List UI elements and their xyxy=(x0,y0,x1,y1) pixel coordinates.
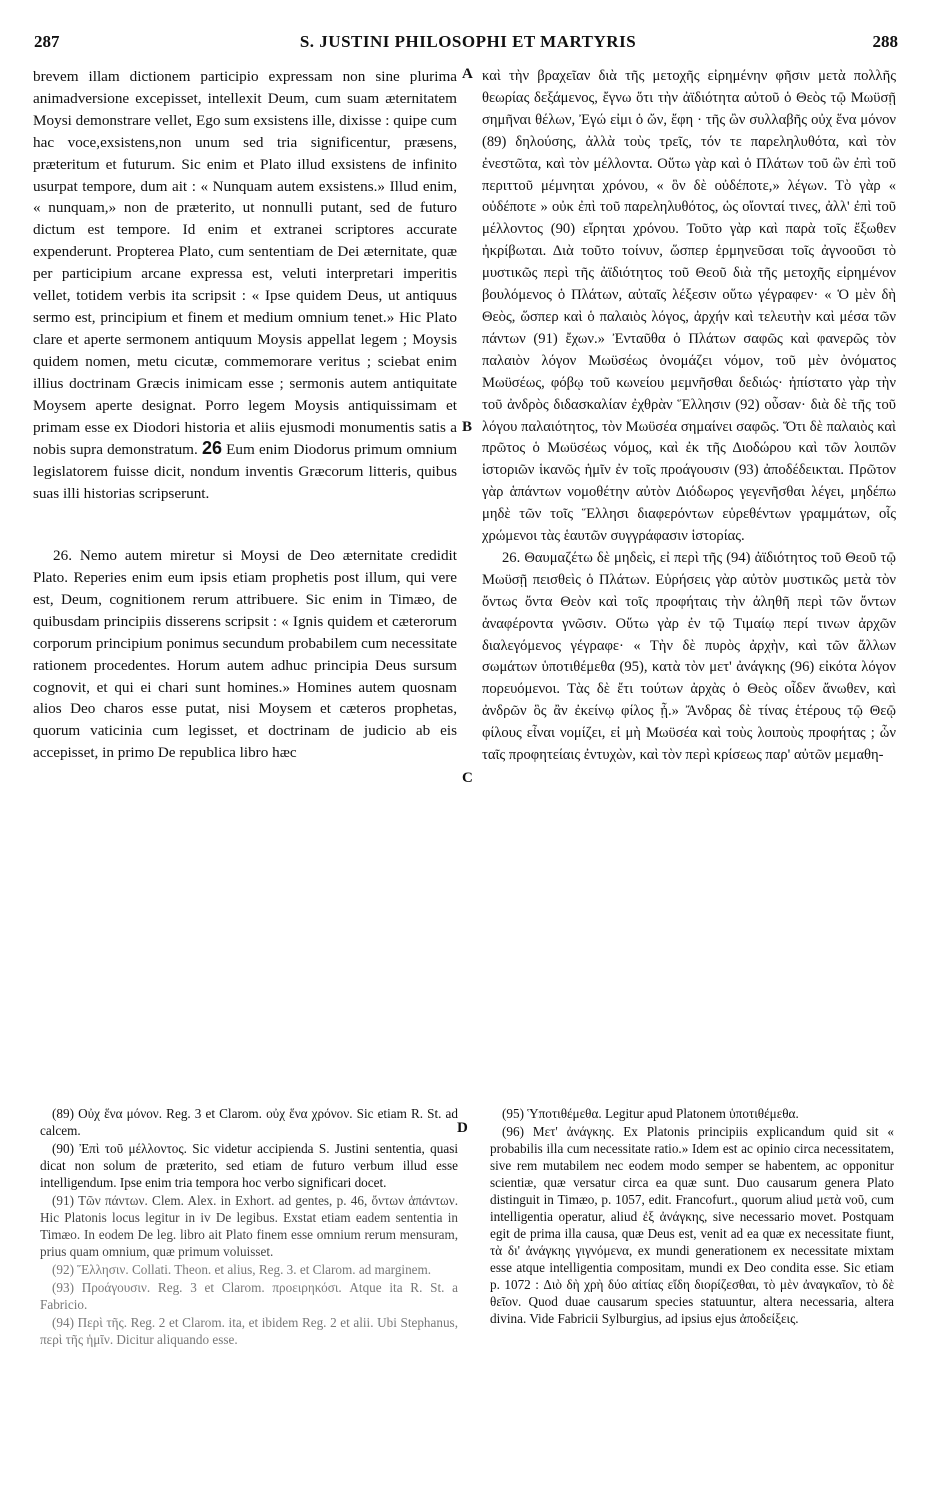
footnote-90: (90) Ἐπὶ τοῦ μέλλοντος. Sic videtur accipienda S. Justini sententia, quasi dicat non solum de præterito, sed etiam de futuro verbum illud esse intelligendum. Ipse enim tria tempora hoc verbo significari docet. xyxy=(40,1141,458,1190)
footnote-91: (91) Τῶν πάντων. Clem. Alex. in Exhort. ad gentes, p. 46, ὄντων ἁπάντων. Hic Platonis locus legitur in iv De legibus. Exstat etiam eadem sententia in Timæo. In eodem De leg. libro ait Plato finem esse omnium rerum mensuram, prius quam omnium, quæ primum voluisset. xyxy=(40,1193,458,1259)
footnote-96: (96) Μετ' ἀνάγκης. Ex Platonis principiis explicandum quid sit « probabilis illa cum necessitate ratio.» Idem est ac opinio circa necessitatem, sive rem mutabilem nec eodem modo semper se habentem, ac opponitur scientiæ, quæ versatur circa ea quæ sunt. Duo causarum genera Plato distinguit in Timæo, p. 1057, edit. Francofurt., quorum aliud μετὰ νοῦ, cum intelligentia operatur, aliud ἐξ ἀνάγκης, sive necessario movet. Postquam egit de prima illa causa, quæ Deus est, venit ad ea quæ ex necessitate fiunt, τὰ δι' ἀνάγκης γιγνόμενα, ex mundi generationem ex necessitate mixtam esse atque intelligentia compositam, mundi ex Deo condita esse. Sic etiam p. 1072 : Διὸ δὴ χρὴ δύο αἰτίας εἴδη διορίζεσθαι, τὸ μὲν ἀναγκαῖον, τὸ δὲ θεῖον. Quod duae causarum species statuuntur, altera necessaria, altera divina. Vide Fabricii Sylburgius, ad ipsius ejus ἀποδείξεις. xyxy=(490,1124,894,1326)
latin-paragraph-1b: Eum enim Diodorus primum omnium legislatorem fuisse dicit, nondum inventis Græcorum litteris, quibus suas illi historias scripserunt. xyxy=(33,441,458,503)
page-number-right: 288 xyxy=(872,32,898,51)
greek-paragraph-2: 26. Θαυμαζέτω δὲ μηδεὶς, εἰ περὶ τῆς (94) ἀϊδιότητος τοῦ Θεοῦ τῷ Μωϋσῇ πεισθεὶς ὁ Πλάτων. Εὑρήσεις γὰρ αὐτὸν μυστικῶς μετὰ τὸν ὄντως ὄντα Θεὸν καὶ τοῖς προφήταις τὴν ἀληθῆ περὶ τῶν ὄντων ἀναφέροντα γνῶσιν. Οὕτω γὰρ ἐν τῷ Τιμαίῳ περί τινων ἀρχῶν διαλεγόμενος γέγραφε· « Τὴν δὲ πυρὸς ἀρχὴν, καὶ τῶν ἄλλων σωμάτων ὑποτιθέμεθα (95), κατὰ τὸν μετ' ἀνάγκης (96) εἰκότα λόγον πορευόμενοι. Τὰς δὲ ἔτι τούτων ἀρχὰς ὁ Θεὸς οἶδεν ἄνωθεν, καὶ ἀνδρῶν ὃς ἂν ἐκείνῳ φίλος ᾖ.» Ἄνδρας δὲ τίνας ἑτέρους τῷ Θεῷ φίλους εἶναι νομίζει, εἰ μὴ Μωϋσέα καὶ τοὺς λοιποὺς προφήτας ; ὧν ταῖς προφητείαις ἐντυχὼν, καὶ τὸν περὶ κρίσεως παρ' αὐτῶν μεμαθη- xyxy=(482,549,896,764)
section-number-marker: 26 xyxy=(201,438,222,459)
latin-paragraph-2: 26. Nemo autem miretur si Moysi de Deo æternitate credidit Plato. Reperies enim eum ipsis etiam prophetis post illum, qui vere est, Deum, cognitionem rerum attribuere. Sic enim in Timæo, de quibusdam principiis disserens scripsit : « Ignis quidem et cæterorum corporum principium ponimus secundum probabilem cum necessitate rationem procedentes. Horum autem adhuc principia Deus sursum cognovit, et qui ei chari sunt homines.» Homines autem quosnam alios Deo charos esse putat, nisi Moysem et cæteros prophetas, quorum vaticinia cum legisset, et doctrinam de judicio ab eis accepisset, in primo De republica libro hæc xyxy=(33,547,457,762)
footnotes-right xyxy=(490,1105,894,1328)
footnote-92: (92) Ἕλλησιν. Collati. Theon. et alius, Reg. 3. et Clarom. ad marginem. xyxy=(52,1262,432,1277)
margin-letter-a: A xyxy=(462,66,473,82)
page-header xyxy=(28,32,908,58)
margin-letter-b: B xyxy=(462,419,473,435)
greek-paragraph-1: καὶ τὴν βραχεῖαν διὰ τῆς μετοχῆς εἰρημένην φῆσιν μετὰ πολλῆς θεωρίας δεξάμενος, ἔγνω ὅτι τὴν ἀϊδιότητα αὐτοῦ ὁ Θεὸς τῷ Μωϋσῇ σημῆναι θέλων, Ἐγώ εἰμι ὁ ὤν, ἔφη · τῆς ὢν συλλαβῆς οὐχ ἕνα μόνον (89) δηλούσης, ἀλλὰ τοὺς τρεῖς, τόν τε παρεληλυθότα, καὶ τὸν ἐνεστῶτα, καὶ τὸν μέλλοντα. Οὕτω γὰρ καὶ ὁ Πλάτων τοῦ ὢν ἐπὶ τοῦ περιττοῦ μέμνηται χρόνου, « ὃν δὲ οὐδέποτε,» λέγων. Τὸ γὰρ « οὐδέποτε » οὐκ ἐπὶ τοῦ παρεληλυθότος, ὡς οἴονταί τινες, ἀλλ' ἐπὶ τοῦ μέλλοντος (90) εἴρηται χρόνου. Τοῦτο γὰρ καὶ παρὰ τοῖς ἔξωθεν ἠκρίβωται. Διὰ τοῦτο τοίνυν, ὥσπερ ἑρμηνεῦσαι τοῖς ἀγνοοῦσι τὸ μυστικῶς περὶ τῆς ἀϊδιότητος τοῦ Θεοῦ διὰ τῆς μετοχῆς εἰρημένον βουλόμενος ὁ Πλάτων, αὐταῖς λέξεσιν οὕτω γέγραφεν· « Ὁ μὲν δὴ Θεὸς, ὥσπερ καὶ ὁ παλαιὸς λόγος, ἀρχήν καὶ τελευτὴν καὶ μέσα τῶν πάντων (91) ἔχων.» Ἐνταῦθα ὁ Πλάτων σαφῶς καὶ φανερῶς τὸν παλαιὸν λόγον Μωϋσέως ὀνομάζει νόμον, τοῦ μὲν ὀνόματος Μωϋσέως, φόβῳ τοῦ κωνείου μεμνῆσθαι δεδιώς· ἠπίστατο γὰρ τὴν τοῦ ἀνδρὸς διδασκαλίαν ἐχθρὰν Ἕλλησιν (92) οὖσαν· διὰ δὲ τῆς τοῦ λόγου παλαιότητος, τὸν Μωϋσέα σημαίνει σαφῶς. Ὅτι δὲ παλαιὸς καὶ πρῶτος ὁ Μωϋσέως νόμος, καὶ ἐκ τῆς Διοδώρου καὶ τῶν λοιπῶν ἱστοριῶν ἱκανῶς ἡμῖν ἐν τοῖς προάγουσιν (93) ἀποδέδεικται. Πρῶτον γὰρ ἁπάντων νομοθέτην αὐτὸν Διόδωρος γεγενῆσθαι λέγει, μηδέπω μηδὲ τῶν τοῖς Ἕλλησι διαφερόντων εὑρεθέντων γραμμάτων, οἷς χρώμενοι τὰς ἑαυτῶν συγγράφασιν ἱστορίας. xyxy=(482,68,896,545)
latin-paragraph-1a: brevem illam dictionem participio expressam non sine plurima animadversione excepisset, intellexit Deum, cum suam æternitatem Moysi demonstrare vellet, Ego sum exsistens ille, dixisse : quipe cum hac voce,exsistens,non unum sed tria significentur, præsens, præteritum et futurum. Sic enim et Plato illud exsistens de infinito usurpat tempore, dum ait : « Nunquam autem exsistens.» Illud enim, « nunquam,» non de præterito, ut nonnulli putant, sed de futuro dictum est tempore. Id enim et extranei scriptores accurate expenderunt. Propterea Plato, cum sententiam de Dei æternitate, quæ per participium arcane expressa est, veluti interpretari imperitis vellet, totidem verbis ita scripsit : « Ipse quidem Deus, ut antiquus sermo est, principium et finem et medium omnium tenet.» Hic Plato clare et aperte sermonem antiquum Moysis appellat legem ; Moysis quidem nomen, metu cicutæ, commemorare veritus ; sciebat enim illius doctrinam Græcis inimicam esse ; sermonis autem antiquitate Moysem aperte designat. Porro legem Moysis antiquissimam et primam esse ex Diodori historia et aliis ejusmodi monumentis satis a nobis supra demonstratum. xyxy=(33,68,457,459)
footnote-93: (93) Προάγουσιν. Reg. 3 et Clarom. προειρηκόσι. Atque ita R. St. a Fabricio. xyxy=(40,1280,458,1312)
paragraph-gap xyxy=(33,505,457,545)
latin-column xyxy=(33,66,457,764)
greek-column xyxy=(482,66,896,767)
running-title: S. JUSTINI PHILOSOPHI ET MARTYRIS xyxy=(299,32,637,51)
latin-paragraph-1 xyxy=(33,66,457,505)
margin-letter-d: D xyxy=(457,1120,468,1136)
footnote-95: (95) Ὑποτιθέμεθα. Legitur apud Platonem ὑποτιθέμεθα. xyxy=(502,1106,799,1121)
footnote-94: (94) Περὶ τῆς. Reg. 2 et Clarom. ita, et ibidem Reg. 2 et alii. Ubi Stephanus, περὶ τῆς ἡμῖν. Dicitur aliquando esse. xyxy=(40,1315,458,1347)
page-number-left: 287 xyxy=(34,32,60,51)
footnotes-left xyxy=(40,1105,458,1349)
margin-letter-c: C xyxy=(462,770,473,786)
footnote-89: (89) Οὐχ ἕνα μόνον. Reg. 3 et Clarom. οὐχ ἕνα χρόνον. Sic etiam R. St. ad calcem. xyxy=(40,1106,458,1138)
